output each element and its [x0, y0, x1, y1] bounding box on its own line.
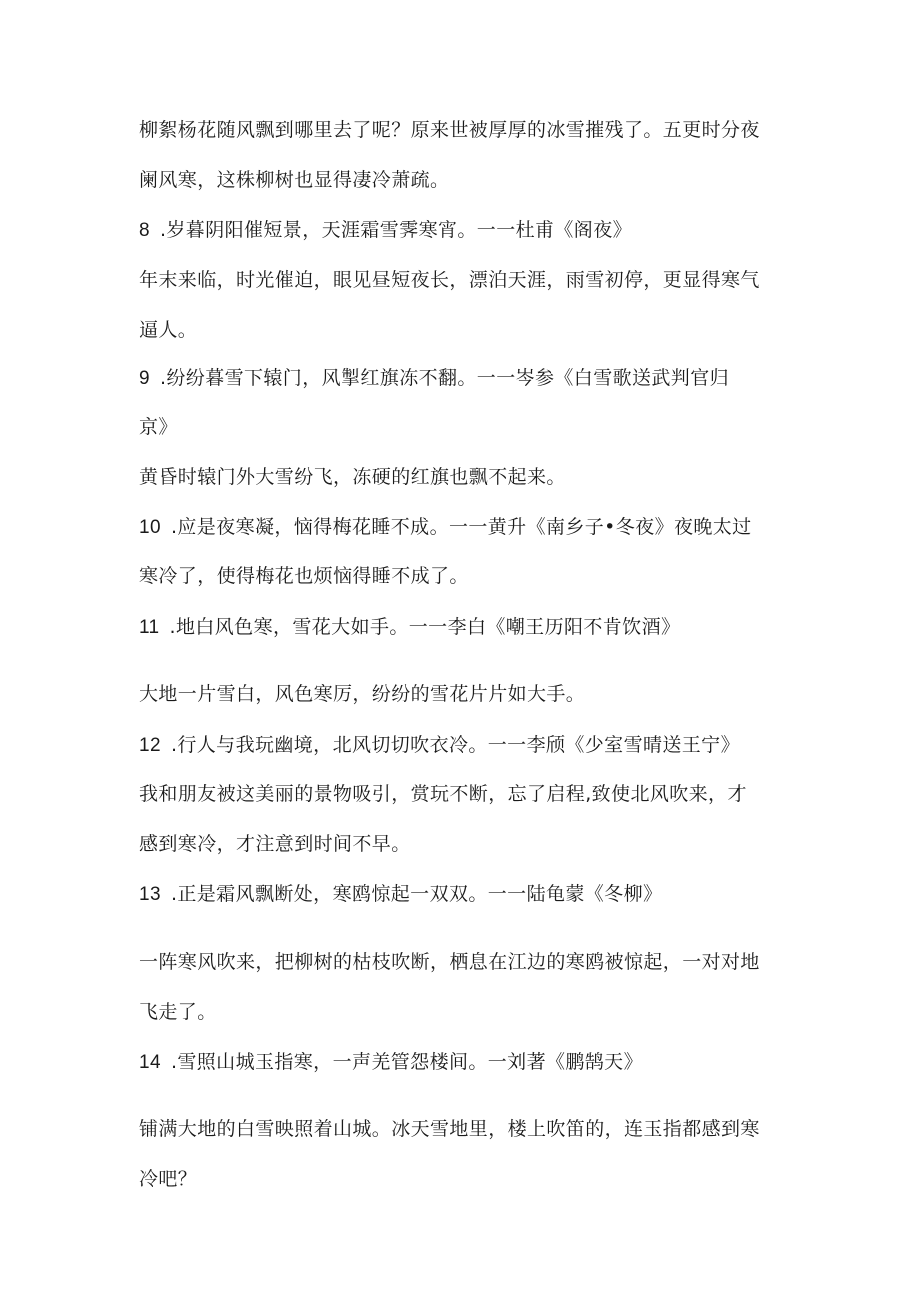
numbered-line: 11 .地白风色寒，雪花大如手。一一李白《嘲王历阳不肯饮酒》 — [139, 616, 681, 638]
numbered-line: 9 .纷纷暮雪下辕门，风掣红旗冻不翻。一一岑参《白雪歌送武判官归 — [139, 367, 730, 389]
text-line: 年末来临，时光催迫，眼见昼短夜长，漂泊天涯，雨雪初停，更显得寒气 — [139, 269, 760, 291]
item-number: 11 — [139, 617, 160, 638]
text-line: 我和朋友被这美丽的景物吸引，赏玩不断，忘了启程,致使北风吹来，才 — [139, 783, 747, 805]
text-line: 柳絮杨花随风飘到哪里去了呢？原来世被厚厚的冰雪摧残了。五更时分夜 — [139, 119, 760, 141]
text-line: 大地一片雪白，风色寒厉，纷纷的雪花片片如大手。 — [139, 683, 586, 705]
numbered-line: 8 .岁暮阴阳催短景，天涯霜雪霁寒宵。一一杜甫《阁夜》 — [139, 219, 633, 241]
numbered-line: 14 .雪照山城玉指寒，一声羌管怨楼间。一刘著《鹏鹄天》 — [139, 1051, 643, 1073]
text-line: 黄昏时辕门外大雪纷飞，冻硬的红旗也飘不起来。 — [139, 466, 566, 488]
item-number: 9 — [139, 368, 150, 389]
numbered-line: 12 .行人与我玩幽境，北风切切吹衣冷。一一李颀《少室雪晴送王宁》 — [139, 734, 740, 756]
text-line: 感到寒冷，才注意到时间不早。 — [139, 833, 411, 855]
item-number: 8 — [139, 220, 150, 241]
text-line: 逼人。 — [139, 319, 198, 341]
text-line: 铺满大地的白雪映照着山城。冰天雪地里，楼上吹笛的，连玉指都感到寒 — [139, 1118, 760, 1140]
numbered-line: 10 .应是夜寒凝，恼得梅花睡不成。一一黄升《南乡子•冬夜》夜晚太过 — [139, 516, 752, 538]
text-line: 寒冷了，使得梅花也烦恼得睡不成了。 — [139, 565, 469, 587]
item-number: 14 — [139, 1052, 161, 1073]
text-line: 一阵寒风吹来，把柳树的枯枝吹断，栖息在江边的寒鸥被惊起，一对对地 — [139, 951, 760, 973]
item-number: 12 — [139, 735, 161, 756]
item-number: 13 — [139, 884, 161, 905]
numbered-line: 13 .正是霜风飘断处，寒鸥惊起一双双。一一陆龟蒙《冬柳》 — [139, 883, 663, 905]
text-line: 阑风寒，这株柳树也显得凄冷萧疏。 — [139, 169, 450, 191]
item-number: 10 — [139, 517, 161, 538]
text-line: 京》 — [139, 416, 178, 438]
text-line: 飞走了。 — [139, 1001, 217, 1023]
text-line: 冷吧？ — [139, 1168, 198, 1190]
